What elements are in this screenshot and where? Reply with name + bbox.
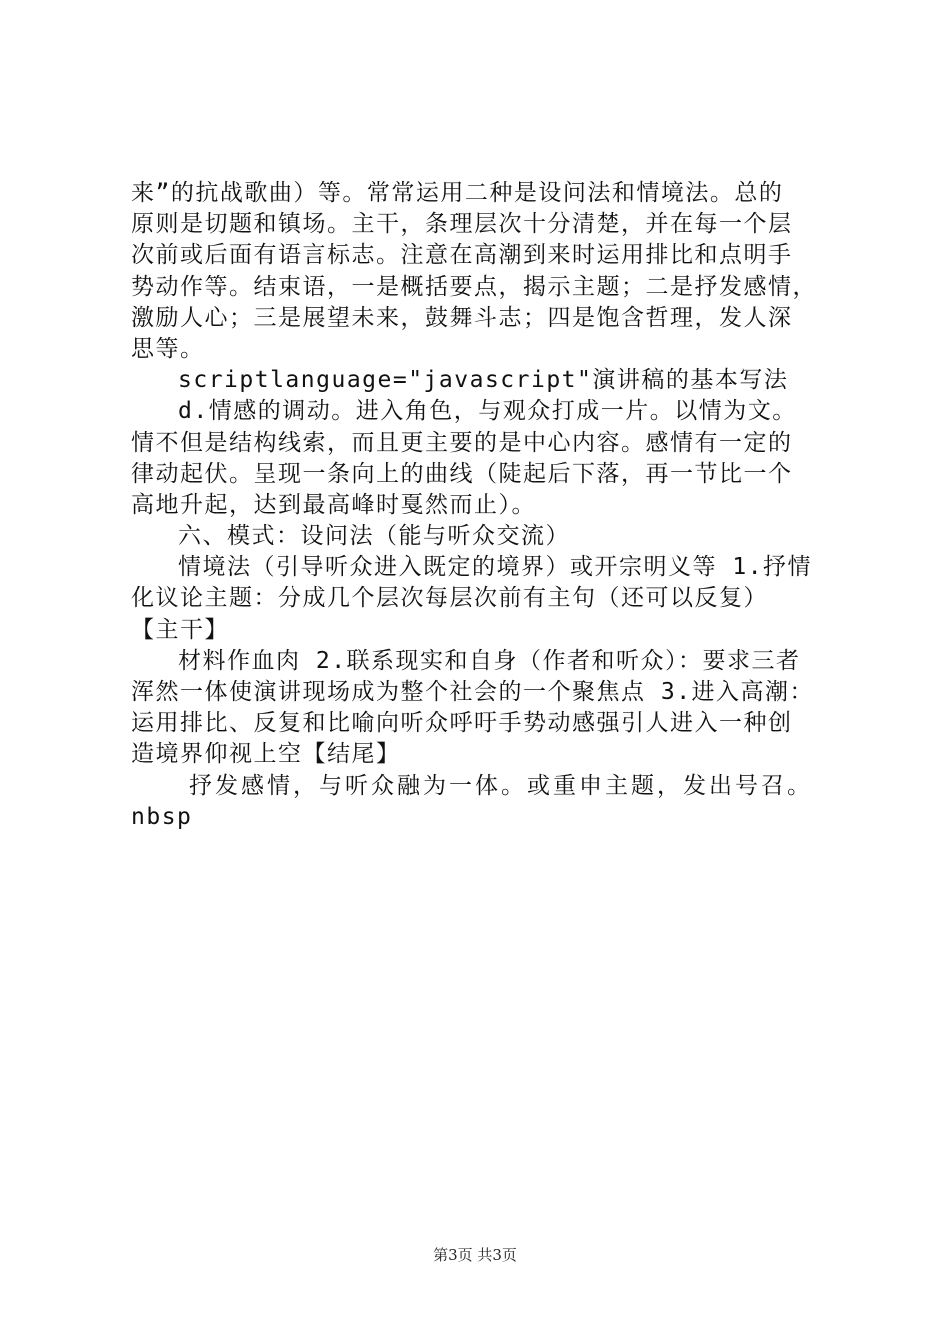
text-line: nbsp [131,803,193,830]
text-line: 抒发感情，与听众融为一体。或重申主题，发出号召。 [189,772,813,799]
text-line: 材料作血肉 2.联系现实和自身（作者和听众）：要求三者 [178,647,801,674]
text-line: d.情感的调动。进入角色，与观众打成一片。以情为文。 [178,398,797,425]
text-line: 次前或后面有语言标志。注意在高潮到来时运用排比和点明手 [131,242,793,269]
section-heading: 六、模式：设问法（能与听众交流） [178,523,570,550]
text-line: 来”的抗战歌曲）等。常常运用二种是设问法和情境法。总的 [131,180,784,206]
text-line: 造境界仰视上空【结尾】 [131,741,401,768]
text-line: 激励人心；三是展望未来，鼓舞斗志；四是饱含哲理，发人深 [131,304,793,331]
section-heading: scriptlanguage="javascript"演讲稿的基本写法 [178,367,789,394]
text-line: 【主干】 [131,616,229,643]
text-line: 势动作等。结束语，一是概括要点，揭示主题；二是抒发感情， [131,273,817,300]
text-line: 律动起伏。呈现一条向上的曲线（陡起后下落，再一节比一个 [131,460,793,487]
text-line: 思等。 [131,335,205,362]
page-number-footer: 第3页 共3页 [433,1246,517,1264]
text-line: 运用排比、反复和比喻向听众呼吁手势动感强引人进入一种创 [131,710,793,737]
text-line: 原则是切题和镇场。主干，条理层次十分清楚，并在每一个层 [131,211,793,238]
text-line: 浑然一体使演讲现场成为整个社会的一个聚焦点 3.进入高潮： [131,679,815,705]
text-line: 高地升起，达到最高峰时戛然而止）。 [131,491,536,518]
text-line: 化议论主题：分成几个层次每层次前有主句（还可以反复） [131,585,768,612]
text-line: 情不但是结构线索，而且更主要的是中心内容。感情有一定的 [131,429,793,456]
text-line: 情境法（引导听众进入既定的境界）或开宗明义等 1.抒情 [178,554,813,581]
document-body [131,178,831,833]
